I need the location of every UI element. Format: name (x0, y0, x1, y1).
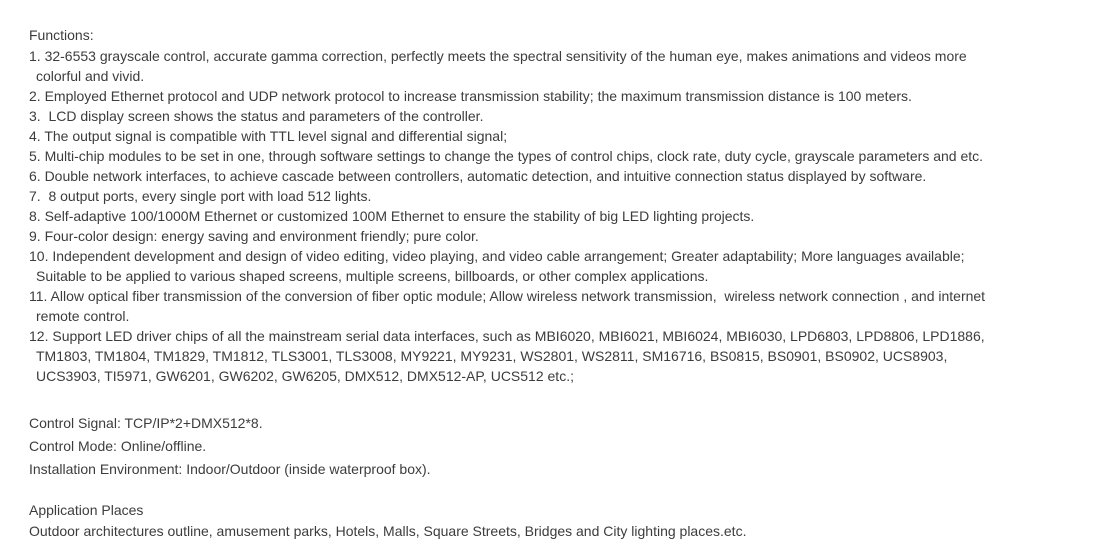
function-item-line: 8. Self-adaptive 100/1000M Ethernet or customized 100M Ethernet to ensure the stability of big LED lighting projects. (29, 208, 755, 224)
function-item-line: 12. Support LED driver chips of all the mainstream serial data interfaces, such as MBI6020, MBI6021, MBI6024, MBI6030, LPD6803, LPD8806, LPD1886, (29, 328, 985, 344)
function-item-line: Suitable to be applied to various shaped screens, multiple screens, billboards, or other complex applications. (36, 268, 709, 284)
function-item (29, 86, 1095, 106)
application-section (29, 500, 1095, 541)
control-mode-line: Control Mode: Online/offline. (29, 438, 207, 454)
control-signal-line: Control Signal: TCP/IP*2+DMX512*8. (29, 415, 263, 431)
function-item-line: UCS3903, TI5971, GW6201, GW6202, GW6205, DMX512, DMX512-AP, UCS512 etc.; (36, 368, 574, 384)
function-item-line: 5. Multi-chip modules to be set in one, through software settings to change the types of control chips, clock rate, duty cycle, grayscale parameters and etc. (29, 148, 984, 164)
specs-section (29, 412, 1095, 481)
function-item (29, 166, 1095, 186)
function-item-line: 11. Allow optical fiber transmission of the conversion of fiber optic module; Allow wireless network transmission, wireless network connection , and internet (29, 288, 986, 304)
function-item-line: remote control. (36, 308, 130, 324)
function-item (29, 146, 1095, 166)
function-item (29, 226, 1095, 246)
function-item (29, 206, 1095, 226)
function-item-line: 10. Independent development and design of video editing, video playing, and video cable arrangement; Greater adaptability; More languages available; (29, 248, 965, 264)
function-item (29, 286, 1095, 326)
application-text: Outdoor architectures outline, amusement parks, Hotels, Malls, Square Streets, Bridges and City lighting places.etc. (29, 522, 747, 539)
functions-section (29, 25, 1095, 387)
function-item-line: 7. 8 output ports, every single port with load 512 lights. (29, 188, 372, 204)
function-item-line: 1. 32-6553 grayscale control, accurate gamma correction, perfectly meets the spectral sensitivity of the human eye, makes animations and videos more (29, 48, 967, 64)
function-item (29, 186, 1095, 206)
function-item-line: TM1803, TM1804, TM1829, TM1812, TLS3001, TLS3008, MY9221, MY9231, WS2801, WS2811, SM16716, BS0815, BS0901, BS0902, UCS8903, (36, 348, 948, 364)
function-item-line: 2. Employed Ethernet protocol and UDP network protocol to increase transmission stability; the maximum transmission distance is 100 meters. (29, 88, 912, 104)
functions-heading: Functions: (29, 26, 94, 43)
function-item-line: colorful and vivid. (36, 68, 145, 84)
function-item (29, 126, 1095, 146)
application-heading: Application Places (29, 502, 144, 518)
function-item-line: 4. The output signal is compatible with TTL level signal and differential signal; (29, 128, 508, 144)
function-item (29, 246, 1095, 286)
function-item-line: 6. Double network interfaces, to achieve cascade between controllers, automatic detection, and intuitive connection status displayed by software. (29, 168, 927, 184)
function-item-line: 3. LCD display screen shows the status and parameters of the controller. (29, 108, 484, 124)
function-item (29, 106, 1095, 126)
installation-environment-line: Installation Environment: Indoor/Outdoor (inside waterproof box). (29, 461, 431, 477)
function-item (29, 326, 1095, 386)
function-item-line: 9. Four-color design: energy saving and environment friendly; pure color. (29, 228, 479, 244)
function-item (29, 46, 1095, 86)
